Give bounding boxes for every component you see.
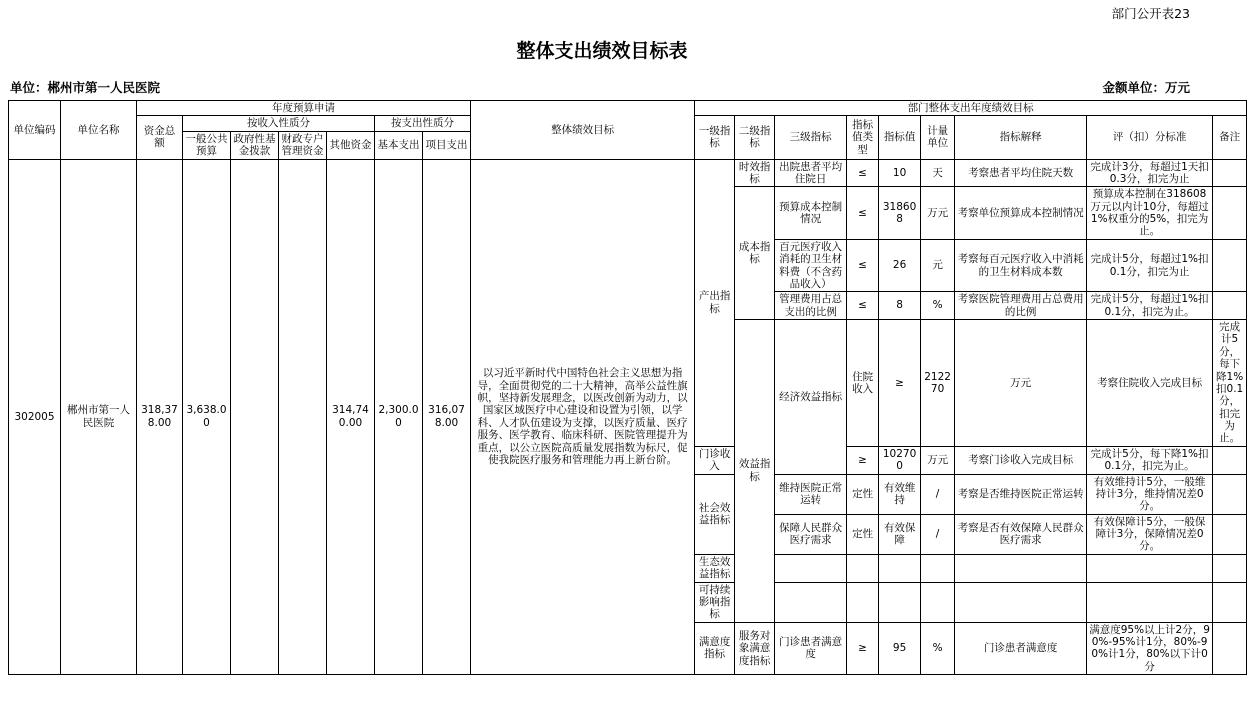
th-special-account: 财政专户管理资金 (279, 131, 327, 159)
cell-remark (1213, 159, 1247, 187)
cell-value-type: ≤ (847, 239, 879, 292)
cell-value: 212270 (921, 320, 955, 447)
cell-project-expense: 316,078.00 (423, 159, 471, 675)
cell-measure-unit: % (921, 622, 955, 675)
th-unit-name: 单位名称 (61, 101, 137, 160)
cell-remark (1213, 292, 1247, 320)
cell-value-type (847, 554, 879, 582)
cell-level3: 管理费用占总支出的比例 (775, 292, 847, 320)
th-value: 指标值 (879, 116, 921, 159)
th-explain: 指标解释 (955, 116, 1087, 159)
cell-score-standard: 完成计5分，每下降1%扣0.1分，扣完为止。 (1087, 446, 1213, 474)
cell-level2: 社会效益指标 (695, 474, 735, 554)
table-row (9, 159, 1247, 187)
cell-remark (1213, 239, 1247, 292)
cell-value: 10 (879, 159, 921, 187)
cell-value: 318608 (879, 187, 921, 240)
cell-measure-unit: 天 (921, 159, 955, 187)
cell-value-type: ≥ (847, 622, 879, 675)
cell-value-type: ≤ (847, 159, 879, 187)
page-title: 整体支出绩效目标表 (516, 40, 688, 62)
cell-unit-code: 302005 (9, 159, 61, 675)
cell-remark (1213, 554, 1247, 582)
cell-remark (1213, 474, 1247, 514)
cell-explain: 考察门诊收入完成目标 (955, 446, 1087, 474)
cell-score-standard: 完成计5分，每超过1%扣0.1分，扣完为止。 (1087, 292, 1213, 320)
cell-measure-unit (921, 554, 955, 582)
cell-value: 95 (879, 622, 921, 675)
th-value-type: 指标值类型 (847, 116, 879, 159)
th-other-funds: 其他资金 (327, 131, 375, 159)
cell-score-standard: 有效维持计5分，一般维持计3分，维持情况差0分。 (1087, 474, 1213, 514)
cell-remark (1213, 187, 1247, 240)
cell-level3: 保障人民群众医疗需求 (775, 514, 847, 554)
th-level3: 三级指标 (775, 116, 847, 159)
cell-explain: 考察住院收入完成目标 (1087, 320, 1213, 447)
cell-remark (1213, 622, 1247, 675)
cell-explain (955, 582, 1087, 622)
cell-value-type (847, 582, 879, 622)
cell-unit-name: 郴州市第一人民医院 (61, 159, 137, 675)
cell-level3: 住院收入 (847, 320, 879, 447)
th-dept-goal-group: 部门整体支出年度绩效目标 (695, 101, 1247, 116)
cell-overall-goal: 以习近平新时代中国特色社会主义思想为指导，全面贯彻党的二十大精神，高举公益性旗帜，坚持新发展理念，以医改创新为动力，以国家区域医疗中心建设和设置为引领，以学科、人才队伍建设为支撑，以医疗质量、医疗服务、医学教育、临床科研、医院管理提升为重点，以公立医院高质量发展指数为标尺，促使我院医疗服务和管理能力再上新台阶。 (471, 159, 695, 675)
cell-value: 102700 (879, 446, 921, 474)
cell-measure-unit: 万元 (955, 320, 1087, 447)
cell-explain: 考察是否维持医院正常运转 (955, 474, 1087, 514)
cell-score-standard: 完成计3分，每超过1天扣0.3分，扣完为止 (1087, 159, 1213, 187)
th-total-amount: 资金总额 (137, 116, 183, 159)
cell-value-type: ≥ (879, 320, 921, 447)
cell-measure-unit: / (921, 474, 955, 514)
cell-value: 8 (879, 292, 921, 320)
unit-label: 单位：郴州市第一人民医院 (10, 80, 161, 95)
th-unit-code: 单位编码 (9, 101, 61, 160)
cell-score-standard: 满意度95%以上计2分，90%-95%计1分，80%-90%计1分，80%以下计0分 (1087, 622, 1213, 675)
cell-level1: 产出指标 (695, 159, 735, 446)
cell-level2: 服务对象满意度指标 (735, 622, 775, 675)
performance-goal-table (8, 100, 1247, 675)
cell-total-amount: 318,378.00 (137, 159, 183, 675)
cell-value-type: ≥ (847, 446, 879, 474)
cell-level2: 可持续影响指标 (695, 582, 735, 622)
th-remark: 备注 (1213, 116, 1247, 159)
th-annual-budget-group: 年度预算申请 (137, 101, 471, 116)
cell-basic-expense: 2,300.00 (375, 159, 423, 675)
cell-explain: 考察是否有效保障人民群众医疗需求 (955, 514, 1087, 554)
cell-explain: 门诊患者满意度 (955, 622, 1087, 675)
th-by-expense: 按支出性质分 (375, 116, 471, 131)
cell-explain (955, 554, 1087, 582)
th-by-income: 按收入性质分 (183, 116, 375, 131)
cell-level2: 经济效益指标 (775, 320, 847, 475)
public-table-number: 部门公开表23 (1111, 6, 1190, 21)
cell-level3: 维持医院正常运转 (775, 474, 847, 514)
table-header-row-1 (9, 101, 1247, 116)
cell-measure-unit: % (921, 292, 955, 320)
cell-other-funds: 314,740.00 (327, 159, 375, 675)
th-score-standard: 评（扣）分标准 (1087, 116, 1213, 159)
th-level1: 一级指标 (695, 116, 735, 159)
th-measure-unit: 计量单位 (921, 116, 955, 159)
cell-gov-fund (231, 159, 279, 675)
cell-value-type: ≤ (847, 187, 879, 240)
cell-measure-unit (921, 582, 955, 622)
cell-level3 (775, 554, 847, 582)
cell-remark (1213, 582, 1247, 622)
cell-value (879, 582, 921, 622)
cell-score-standard (1087, 554, 1213, 582)
cell-level2: 成本指标 (735, 187, 775, 320)
th-general-budget: 一般公共预算 (183, 131, 231, 159)
cell-explain: 考察每百元医疗收入中消耗的卫生材料成本数 (955, 239, 1087, 292)
th-basic-expense: 基本支出 (375, 131, 423, 159)
cell-value: 26 (879, 239, 921, 292)
table-body (9, 159, 1247, 675)
cell-value (879, 554, 921, 582)
th-project-expense: 项目支出 (423, 131, 471, 159)
cell-explain: 考察单位预算成本控制情况 (955, 187, 1087, 240)
cell-score-standard: 完成计5分，每超过1%扣0.1分，扣完为止 (1087, 239, 1213, 292)
cell-measure-unit: 万元 (921, 187, 955, 240)
cell-special-account (279, 159, 327, 675)
cell-score-standard: 完成计5分，每下降1%扣0.1分，扣完为止。 (1213, 320, 1247, 447)
cell-measure-unit: 万元 (921, 446, 955, 474)
cell-measure-unit: / (921, 514, 955, 554)
cell-level1: 满意度指标 (695, 622, 735, 675)
cell-level2: 生态效益指标 (695, 554, 735, 582)
cell-level3: 出院患者平均住院日 (775, 159, 847, 187)
cell-value: 有效保障 (879, 514, 921, 554)
th-gov-fund: 政府性基金拨款 (231, 131, 279, 159)
cell-score-standard (1087, 582, 1213, 622)
cell-value: 有效维持 (879, 474, 921, 514)
amount-unit-label: 金额单位：万元 (1102, 80, 1190, 95)
cell-explain: 考察患者平均住院天数 (955, 159, 1087, 187)
th-overall-goal: 整体绩效目标 (471, 101, 695, 160)
cell-level2: 时效指标 (735, 159, 775, 187)
cell-score-standard: 预算成本控制在318608万元以内计10分，每超过1%权重分的5%，扣完为止。 (1087, 187, 1213, 240)
cell-value-type: 定性 (847, 514, 879, 554)
cell-general-budget: 3,638.00 (183, 159, 231, 675)
cell-level3: 门诊收入 (695, 446, 735, 474)
cell-level3 (775, 582, 847, 622)
cell-level3: 预算成本控制情况 (775, 187, 847, 240)
cell-level1: 效益指标 (735, 320, 775, 623)
cell-score-standard: 有效保障计5分，一般保障计3分，保障情况差0分。 (1087, 514, 1213, 554)
cell-value-type: ≤ (847, 292, 879, 320)
cell-explain: 考察医院管理费用占总费用的比例 (955, 292, 1087, 320)
cell-remark (1213, 514, 1247, 554)
cell-level3: 百元医疗收入消耗的卫生材料费（不含药品收入） (775, 239, 847, 292)
cell-measure-unit: 元 (921, 239, 955, 292)
cell-level3: 门诊患者满意度 (775, 622, 847, 675)
cell-remark (1213, 446, 1247, 474)
th-level2: 二级指标 (735, 116, 775, 159)
cell-value-type: 定性 (847, 474, 879, 514)
